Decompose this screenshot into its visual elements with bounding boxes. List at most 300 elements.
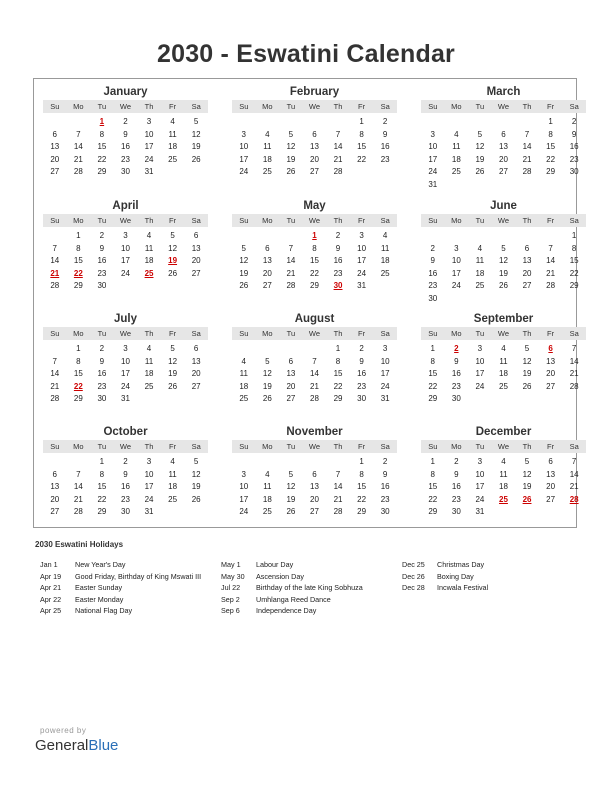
day-cell[interactable]: 26	[286, 167, 296, 176]
day-cell[interactable]: 18	[499, 482, 508, 491]
day-cell[interactable]: 7	[335, 129, 341, 139]
day-cell[interactable]: 9	[359, 356, 364, 366]
day-cell[interactable]: 30	[97, 394, 107, 403]
day-cell[interactable]: 31	[428, 179, 438, 189]
day-cell[interactable]: 6	[52, 129, 57, 139]
day-cell[interactable]: 1	[359, 457, 364, 466]
day-cell[interactable]: 8	[76, 356, 81, 366]
day-cell[interactable]: 28	[546, 281, 556, 290]
day-cell[interactable]: 16	[451, 482, 461, 491]
day-cell[interactable]: 30	[380, 507, 390, 516]
day-cell[interactable]: 26	[168, 268, 178, 278]
day-cell[interactable]: 24	[357, 268, 367, 278]
day-cell[interactable]: 6	[193, 231, 199, 240]
day-cell[interactable]: 20	[191, 369, 201, 378]
day-cell[interactable]: 28	[50, 281, 60, 290]
day-cell[interactable]: 5	[193, 457, 199, 466]
day-cell[interactable]: 27	[499, 167, 508, 176]
day-cell[interactable]: 10	[239, 482, 249, 491]
day-cell[interactable]: 7	[76, 469, 81, 479]
day-cell[interactable]: 22	[428, 494, 438, 504]
day-cell[interactable]: 21	[310, 381, 319, 391]
day-cell[interactable]: 31	[475, 507, 485, 516]
day-cell[interactable]: 19	[168, 369, 178, 378]
day-cell[interactable]: 28	[50, 394, 60, 403]
day-cell[interactable]: 3	[123, 231, 128, 240]
day-cell[interactable]: 16	[428, 268, 438, 278]
day-cell[interactable]: 4	[241, 356, 246, 366]
day-cell[interactable]: 4	[265, 469, 270, 479]
day-cell[interactable]: 16	[357, 369, 367, 378]
day-cell[interactable]: 12	[286, 142, 296, 151]
day-cell[interactable]: 30	[451, 507, 461, 516]
day-cell[interactable]: 6	[193, 344, 199, 353]
day-cell[interactable]: 29	[97, 167, 107, 176]
day-cell[interactable]: 15	[73, 369, 83, 378]
day-cell[interactable]: 28	[333, 167, 343, 176]
day-cell[interactable]: 3	[146, 117, 152, 126]
day-cell[interactable]: 10	[475, 356, 485, 366]
day-cell[interactable]: 1	[571, 231, 577, 240]
day-cell[interactable]: 30	[97, 281, 107, 290]
day-cell[interactable]: 22	[428, 381, 438, 391]
day-cell[interactable]: 14	[569, 356, 579, 366]
day-cell[interactable]: 11	[144, 356, 154, 366]
day-cell[interactable]: 19	[522, 482, 532, 491]
day-cell[interactable]: 27	[310, 507, 319, 516]
day-cell[interactable]: 15	[428, 482, 438, 491]
day-cell[interactable]: 1	[430, 344, 435, 353]
day-cell[interactable]: 31	[380, 394, 390, 403]
day-cell[interactable]: 25	[239, 394, 249, 403]
day-cell[interactable]: 30	[121, 507, 130, 516]
day-cell[interactable]: 11	[499, 469, 508, 479]
day-cell[interactable]: 8	[99, 469, 105, 479]
day-cell[interactable]: 8	[312, 243, 317, 253]
day-cell[interactable]: 18	[475, 268, 485, 278]
day-cell[interactable]: 26	[522, 494, 532, 504]
day-cell[interactable]: 16	[569, 142, 579, 151]
day-cell[interactable]: 5	[265, 356, 270, 366]
day-cell[interactable]: 25	[499, 494, 508, 504]
day-cell[interactable]: 2	[454, 344, 459, 353]
day-cell[interactable]: 14	[546, 256, 556, 265]
day-cell[interactable]: 6	[312, 469, 317, 479]
day-cell[interactable]: 22	[569, 268, 579, 278]
day-cell[interactable]: 22	[357, 494, 367, 504]
day-cell[interactable]: 26	[191, 494, 201, 504]
day-cell[interactable]: 15	[569, 256, 579, 265]
day-cell[interactable]: 8	[430, 356, 435, 366]
day-cell[interactable]: 2	[123, 457, 128, 466]
day-cell[interactable]: 29	[546, 167, 556, 176]
day-cell[interactable]: 29	[357, 507, 367, 516]
day-cell[interactable]: 19	[286, 494, 296, 504]
day-cell[interactable]: 7	[52, 243, 57, 253]
day-cell[interactable]: 25	[380, 268, 390, 278]
day-cell[interactable]: 7	[288, 243, 294, 253]
day-cell[interactable]: 15	[97, 482, 107, 491]
day-cell[interactable]: 3	[382, 344, 388, 353]
day-cell[interactable]: 1	[99, 457, 105, 466]
day-cell[interactable]: 31	[357, 281, 367, 290]
day-cell[interactable]: 15	[357, 482, 367, 491]
day-cell[interactable]: 7	[571, 344, 577, 353]
day-cell[interactable]: 23	[380, 154, 390, 164]
day-cell[interactable]: 20	[50, 494, 60, 504]
day-cell[interactable]: 3	[241, 469, 246, 479]
brand-logo[interactable]	[35, 737, 118, 754]
day-cell[interactable]: 19	[286, 154, 296, 164]
day-cell[interactable]: 29	[73, 394, 83, 403]
day-cell[interactable]: 4	[501, 344, 506, 353]
day-cell[interactable]: 8	[359, 469, 364, 479]
day-cell[interactable]: 12	[239, 256, 249, 265]
day-cell[interactable]: 25	[168, 494, 178, 504]
day-cell[interactable]: 19	[499, 268, 508, 278]
day-cell[interactable]: 4	[265, 129, 270, 139]
day-cell[interactable]: 27	[286, 394, 296, 403]
day-cell[interactable]: 20	[50, 154, 60, 164]
day-cell[interactable]: 26	[191, 154, 201, 164]
day-cell[interactable]: 16	[380, 142, 390, 151]
day-cell[interactable]: 20	[262, 268, 272, 278]
day-cell[interactable]: 14	[50, 369, 60, 378]
day-cell[interactable]: 17	[475, 482, 485, 491]
day-cell[interactable]: 13	[310, 482, 319, 491]
day-cell[interactable]: 14	[73, 142, 83, 151]
day-cell[interactable]: 9	[571, 129, 577, 139]
day-cell[interactable]: 5	[501, 243, 506, 253]
day-cell[interactable]: 27	[191, 268, 201, 278]
day-cell[interactable]: 24	[380, 381, 390, 391]
day-cell[interactable]: 23	[569, 154, 579, 164]
day-cell[interactable]: 21	[333, 494, 343, 504]
day-cell[interactable]: 11	[381, 243, 390, 253]
day-cell[interactable]: 23	[333, 268, 343, 278]
day-cell[interactable]: 6	[265, 243, 270, 253]
day-cell[interactable]: 31	[144, 507, 154, 516]
day-cell[interactable]: 21	[50, 268, 60, 278]
day-cell[interactable]: 26	[262, 394, 272, 403]
day-cell[interactable]: 3	[241, 129, 246, 139]
day-cell[interactable]: 10	[475, 469, 485, 479]
day-cell[interactable]: 10	[239, 142, 249, 151]
day-cell[interactable]: 21	[333, 154, 343, 164]
day-cell[interactable]: 25	[262, 507, 272, 516]
day-cell[interactable]: 29	[310, 281, 319, 290]
day-cell[interactable]: 2	[382, 117, 388, 126]
day-cell[interactable]: 11	[168, 469, 177, 479]
day-cell[interactable]: 27	[522, 281, 532, 290]
day-cell[interactable]: 25	[475, 281, 485, 290]
day-cell[interactable]: 26	[168, 381, 178, 391]
day-cell[interactable]: 5	[524, 344, 530, 353]
day-cell[interactable]: 9	[335, 243, 341, 253]
day-cell[interactable]: 24	[475, 494, 485, 504]
day-cell[interactable]: 23	[451, 494, 461, 504]
day-cell[interactable]: 10	[428, 142, 438, 151]
day-cell[interactable]: 12	[168, 356, 178, 366]
day-cell[interactable]: 17	[475, 369, 485, 378]
day-cell[interactable]: 15	[546, 142, 556, 151]
day-cell[interactable]: 8	[571, 243, 577, 253]
day-cell[interactable]: 26	[499, 281, 508, 290]
day-cell[interactable]: 29	[73, 281, 83, 290]
day-cell[interactable]: 17	[239, 154, 249, 164]
day-cell[interactable]: 20	[310, 494, 319, 504]
day-cell[interactable]: 17	[357, 256, 367, 265]
day-cell[interactable]: 22	[73, 268, 83, 278]
day-cell[interactable]: 19	[168, 256, 178, 265]
day-cell[interactable]: 28	[286, 281, 296, 290]
day-cell[interactable]: 7	[52, 356, 57, 366]
day-cell[interactable]: 14	[310, 369, 319, 378]
day-cell[interactable]: 22	[357, 154, 367, 164]
day-cell[interactable]: 22	[73, 381, 83, 391]
day-cell[interactable]: 4	[382, 231, 388, 240]
day-cell[interactable]: 4	[146, 344, 152, 353]
day-cell[interactable]: 28	[522, 167, 532, 176]
day-cell[interactable]: 27	[50, 507, 60, 516]
day-cell[interactable]: 23	[451, 381, 461, 391]
day-cell[interactable]: 22	[310, 268, 319, 278]
day-cell[interactable]: 30	[428, 293, 438, 303]
day-cell[interactable]: 10	[121, 356, 130, 366]
day-cell[interactable]: 12	[262, 369, 272, 378]
day-cell[interactable]: 18	[239, 381, 249, 391]
day-cell[interactable]: 2	[359, 344, 364, 353]
day-cell[interactable]: 30	[569, 167, 579, 176]
day-cell[interactable]: 11	[239, 369, 248, 378]
day-cell[interactable]: 31	[144, 167, 154, 176]
day-cell[interactable]: 10	[144, 469, 154, 479]
day-cell[interactable]: 10	[357, 243, 367, 253]
day-cell[interactable]: 29	[333, 394, 343, 403]
day-cell[interactable]: 18	[262, 494, 272, 504]
day-cell[interactable]: 6	[288, 356, 294, 366]
day-cell[interactable]: 2	[335, 231, 341, 240]
day-cell[interactable]: 6	[524, 243, 530, 253]
day-cell[interactable]: 13	[50, 482, 60, 491]
day-cell[interactable]: 27	[546, 494, 556, 504]
day-cell[interactable]: 21	[50, 381, 60, 391]
day-cell[interactable]: 7	[548, 243, 553, 253]
day-cell[interactable]: 9	[99, 243, 105, 253]
day-cell[interactable]: 14	[50, 256, 60, 265]
day-cell[interactable]: 1	[548, 117, 553, 126]
day-cell[interactable]: 13	[546, 356, 556, 366]
day-cell[interactable]: 14	[73, 482, 83, 491]
day-cell[interactable]: 21	[569, 369, 579, 378]
day-cell[interactable]: 3	[477, 344, 483, 353]
day-cell[interactable]: 10	[121, 243, 130, 253]
day-cell[interactable]: 16	[121, 482, 130, 491]
day-cell[interactable]: 26	[522, 381, 532, 391]
day-cell[interactable]: 14	[333, 142, 343, 151]
day-cell[interactable]: 20	[546, 369, 556, 378]
day-cell[interactable]: 7	[571, 457, 577, 466]
day-cell[interactable]: 4	[170, 117, 175, 126]
day-cell[interactable]: 12	[168, 243, 178, 253]
day-cell[interactable]: 8	[430, 469, 435, 479]
day-cell[interactable]: 13	[286, 369, 296, 378]
day-cell[interactable]: 13	[262, 256, 272, 265]
day-cell[interactable]: 16	[97, 369, 107, 378]
day-cell[interactable]: 16	[451, 369, 461, 378]
day-cell[interactable]: 8	[335, 356, 341, 366]
day-cell[interactable]: 25	[144, 381, 154, 391]
day-cell[interactable]: 18	[451, 154, 461, 164]
day-cell[interactable]: 5	[288, 469, 294, 479]
day-cell[interactable]: 27	[262, 281, 272, 290]
day-cell[interactable]: 22	[97, 154, 107, 164]
day-cell[interactable]: 30	[357, 394, 367, 403]
day-cell[interactable]: 1	[335, 344, 341, 353]
day-cell[interactable]: 27	[50, 167, 60, 176]
day-cell[interactable]: 17	[121, 369, 130, 378]
day-cell[interactable]: 26	[475, 167, 485, 176]
day-cell[interactable]: 17	[239, 494, 249, 504]
day-cell[interactable]: 20	[286, 381, 296, 391]
day-cell[interactable]: 24	[475, 381, 485, 391]
day-cell[interactable]: 2	[99, 231, 105, 240]
day-cell[interactable]: 7	[76, 129, 81, 139]
day-cell[interactable]: 17	[144, 142, 154, 151]
day-cell[interactable]: 22	[333, 381, 343, 391]
day-cell[interactable]: 10	[451, 256, 461, 265]
day-cell[interactable]: 28	[310, 394, 319, 403]
day-cell[interactable]: 13	[191, 243, 201, 253]
day-cell[interactable]: 1	[76, 344, 81, 353]
day-cell[interactable]: 23	[121, 154, 130, 164]
day-cell[interactable]: 10	[144, 129, 154, 139]
day-cell[interactable]: 15	[73, 256, 83, 265]
day-cell[interactable]: 25	[144, 268, 154, 278]
day-cell[interactable]: 23	[357, 381, 367, 391]
day-cell[interactable]: 8	[76, 243, 81, 253]
day-cell[interactable]: 24	[239, 167, 249, 176]
day-cell[interactable]: 29	[569, 281, 579, 290]
day-cell[interactable]: 15	[428, 369, 438, 378]
day-cell[interactable]: 24	[144, 494, 154, 504]
day-cell[interactable]: 22	[97, 494, 107, 504]
day-cell[interactable]: 13	[546, 469, 556, 479]
day-cell[interactable]: 11	[452, 142, 461, 151]
day-cell[interactable]: 6	[52, 469, 57, 479]
day-cell[interactable]: 8	[548, 129, 553, 139]
day-cell[interactable]: 16	[333, 256, 343, 265]
day-cell[interactable]: 15	[357, 142, 367, 151]
day-cell[interactable]: 20	[546, 482, 556, 491]
day-cell[interactable]: 9	[123, 469, 128, 479]
day-cell[interactable]: 20	[522, 268, 532, 278]
day-cell[interactable]: 9	[430, 256, 435, 265]
day-cell[interactable]: 12	[191, 469, 201, 479]
day-cell[interactable]: 1	[312, 231, 317, 240]
day-cell[interactable]: 24	[239, 507, 249, 516]
day-cell[interactable]: 11	[168, 129, 177, 139]
day-cell[interactable]: 11	[499, 356, 508, 366]
day-cell[interactable]: 12	[191, 129, 201, 139]
day-cell[interactable]: 29	[97, 507, 107, 516]
day-cell[interactable]: 2	[382, 457, 388, 466]
day-cell[interactable]: 11	[144, 243, 154, 253]
day-cell[interactable]: 5	[170, 231, 175, 240]
day-cell[interactable]: 31	[121, 394, 130, 403]
day-cell[interactable]: 28	[569, 494, 579, 504]
day-cell[interactable]: 15	[333, 369, 343, 378]
day-cell[interactable]: 28	[73, 167, 83, 176]
day-cell[interactable]: 15	[97, 142, 107, 151]
day-cell[interactable]: 18	[262, 154, 272, 164]
day-cell[interactable]: 27	[191, 381, 201, 391]
day-cell[interactable]: 5	[241, 243, 246, 253]
day-cell[interactable]: 17	[451, 268, 461, 278]
day-cell[interactable]: 30	[333, 281, 343, 290]
day-cell[interactable]: 17	[380, 369, 390, 378]
day-cell[interactable]: 13	[499, 142, 508, 151]
day-cell[interactable]: 27	[546, 381, 556, 391]
day-cell[interactable]: 5	[477, 129, 483, 139]
day-cell[interactable]: 2	[571, 117, 577, 126]
day-cell[interactable]: 29	[428, 394, 438, 403]
day-cell[interactable]: 19	[191, 142, 201, 151]
day-cell[interactable]: 12	[475, 142, 485, 151]
day-cell[interactable]: 12	[286, 482, 296, 491]
day-cell[interactable]: 12	[499, 256, 508, 265]
day-cell[interactable]: 7	[312, 356, 317, 366]
day-cell[interactable]: 1	[430, 457, 435, 466]
day-cell[interactable]: 14	[333, 482, 343, 491]
day-cell[interactable]: 20	[310, 154, 319, 164]
day-cell[interactable]: 28	[569, 381, 579, 391]
day-cell[interactable]: 5	[170, 344, 175, 353]
day-cell[interactable]: 8	[359, 129, 364, 139]
day-cell[interactable]: 17	[121, 256, 130, 265]
day-cell[interactable]: 8	[99, 129, 105, 139]
day-cell[interactable]: 23	[428, 281, 438, 290]
day-cell[interactable]: 1	[359, 117, 364, 126]
day-cell[interactable]: 2	[99, 344, 105, 353]
day-cell[interactable]: 21	[569, 482, 579, 491]
day-cell[interactable]: 23	[97, 381, 107, 391]
day-cell[interactable]: 14	[286, 256, 296, 265]
day-cell[interactable]: 24	[428, 167, 438, 176]
day-cell[interactable]: 4	[477, 243, 483, 253]
day-cell[interactable]: 13	[310, 142, 319, 151]
day-cell[interactable]: 26	[286, 507, 296, 516]
day-cell[interactable]: 1	[76, 231, 81, 240]
day-cell[interactable]: 4	[170, 457, 175, 466]
day-cell[interactable]: 25	[451, 167, 461, 176]
day-cell[interactable]: 16	[121, 142, 130, 151]
day-cell[interactable]: 7	[335, 469, 341, 479]
day-cell[interactable]: 19	[191, 482, 201, 491]
day-cell[interactable]: 2	[123, 117, 128, 126]
day-cell[interactable]: 19	[239, 268, 249, 278]
day-cell[interactable]: 19	[522, 369, 532, 378]
day-cell[interactable]: 15	[310, 256, 319, 265]
day-cell[interactable]: 26	[239, 281, 249, 290]
day-cell[interactable]: 23	[121, 494, 130, 504]
day-cell[interactable]: 3	[359, 231, 364, 240]
day-cell[interactable]: 25	[499, 381, 508, 391]
day-cell[interactable]: 11	[263, 482, 272, 491]
day-cell[interactable]: 5	[193, 117, 199, 126]
day-cell[interactable]: 22	[546, 154, 556, 164]
day-cell[interactable]: 3	[146, 457, 152, 466]
